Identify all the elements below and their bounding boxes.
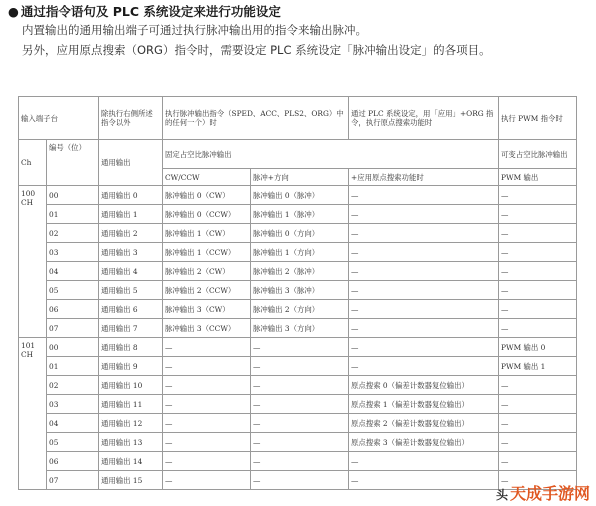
pwm-cell: —: [499, 205, 577, 224]
table-row: [19, 300, 577, 319]
subheader-row-1: [19, 140, 577, 169]
bullet-icon: ●: [8, 4, 19, 19]
subheader-bit: 编号（位）: [47, 140, 99, 186]
origin-search-cell: —: [349, 357, 499, 376]
pwm-cell: PWM 输出 0: [499, 338, 577, 357]
channel-cell: 101 CH: [19, 338, 47, 490]
pulse-direction-cell: 脉冲输出 3（脉冲）: [251, 281, 349, 300]
general-output-cell: 通用输出 2: [99, 224, 163, 243]
table-row: [19, 281, 577, 300]
cw-ccw-cell: 脉冲输出 1（CCW）: [163, 243, 251, 262]
cw-ccw-cell: —: [163, 395, 251, 414]
pwm-cell: —: [499, 186, 577, 205]
table-row: [19, 452, 577, 471]
origin-search-cell: —: [349, 262, 499, 281]
cw-ccw-cell: 脉冲输出 2（CCW）: [163, 281, 251, 300]
general-output-cell: 通用输出 10: [99, 376, 163, 395]
pulse-direction-cell: 脉冲输出 0（脉冲）: [251, 186, 349, 205]
cw-ccw-cell: 脉冲输出 1（CW）: [163, 224, 251, 243]
general-output-cell: 通用输出 7: [99, 319, 163, 338]
origin-search-cell: —: [349, 471, 499, 490]
watermark-text: 天成手游网: [509, 484, 590, 503]
header-origin-search: 通过 PLC 系统设定，用「应用」+ORG 指令，执行原点搜索功能时: [349, 97, 499, 140]
pulse-direction-cell: 脉冲输出 1（脉冲）: [251, 205, 349, 224]
table-row: [19, 338, 577, 357]
bit-cell: 07: [47, 471, 99, 490]
cw-ccw-cell: 脉冲输出 3（CCW）: [163, 319, 251, 338]
pwm-cell: —: [499, 376, 577, 395]
pwm-cell: —: [499, 452, 577, 471]
output-assignment-table: [18, 96, 577, 490]
general-output-cell: 通用输出 12: [99, 414, 163, 433]
subheader-pulse-direction: 脉冲+方向: [251, 169, 349, 186]
pulse-direction-cell: —: [251, 452, 349, 471]
cw-ccw-cell: 脉冲输出 0（CW）: [163, 186, 251, 205]
cw-ccw-cell: —: [163, 452, 251, 471]
cw-ccw-cell: —: [163, 357, 251, 376]
general-output-cell: 通用输出 11: [99, 395, 163, 414]
pwm-cell: —: [499, 281, 577, 300]
general-output-cell: 通用输出 3: [99, 243, 163, 262]
origin-search-cell: —: [349, 205, 499, 224]
origin-search-cell: 原点搜索 3（偏差计数器复位输出）: [349, 433, 499, 452]
bit-cell: 02: [47, 224, 99, 243]
table-row: [19, 205, 577, 224]
origin-search-cell: 原点搜索 2（偏差计数器复位输出）: [349, 414, 499, 433]
pulse-direction-cell: —: [251, 376, 349, 395]
table-row: [19, 357, 577, 376]
pulse-direction-cell: —: [251, 395, 349, 414]
subheader-cw-ccw: CW/CCW: [163, 169, 251, 186]
subheader-ch: Ch: [19, 140, 47, 186]
general-output-cell: 通用输出 8: [99, 338, 163, 357]
bit-cell: 01: [47, 205, 99, 224]
table-row: [19, 186, 577, 205]
pwm-cell: —: [499, 433, 577, 452]
bit-cell: 04: [47, 414, 99, 433]
subheader-general-output: 通用输出: [99, 140, 163, 186]
subheader-variable-duty: 可变占空比脉冲输出: [499, 140, 577, 169]
table-row: [19, 414, 577, 433]
general-output-cell: 通用输出 6: [99, 300, 163, 319]
channel-cell: 100 CH: [19, 186, 47, 338]
pulse-direction-cell: 脉冲输出 2（脉冲）: [251, 262, 349, 281]
cw-ccw-cell: —: [163, 376, 251, 395]
pwm-cell: —: [499, 300, 577, 319]
cw-ccw-cell: 脉冲输出 2（CW）: [163, 262, 251, 281]
pulse-direction-cell: 脉冲输出 3（方向）: [251, 319, 349, 338]
table-row: [19, 243, 577, 262]
general-output-cell: 通用输出 13: [99, 433, 163, 452]
origin-search-paragraph: 另外，应用原点搜索（ORG）指令时，需要设定 PLC 系统设定「脉冲输出设定」的各项目。: [22, 43, 491, 57]
bit-cell: 06: [47, 300, 99, 319]
header-pulse-instructions: 执行脉冲输出指令（SPED、ACC、PLS2、ORG）中的任何一个）时: [163, 97, 349, 140]
pwm-cell: —: [499, 243, 577, 262]
bit-cell: 03: [47, 243, 99, 262]
subheader-origin-function: +应用原点搜索功能时: [349, 169, 499, 186]
origin-search-cell: 原点搜索 1（偏差计数器复位输出）: [349, 395, 499, 414]
bit-cell: 06: [47, 452, 99, 471]
general-output-cell: 通用输出 9: [99, 357, 163, 376]
heading-text: 通过指令语句及 PLC 系统设定来进行功能设定: [20, 4, 281, 19]
table-row: [19, 471, 577, 490]
origin-search-cell: —: [349, 281, 499, 300]
general-output-cell: 通用输出 5: [99, 281, 163, 300]
origin-search-cell: —: [349, 452, 499, 471]
pulse-direction-cell: —: [251, 471, 349, 490]
cw-ccw-cell: 脉冲输出 0（CCW）: [163, 205, 251, 224]
header-pwm: 执行 PWM 指令时: [499, 97, 577, 140]
origin-search-cell: —: [349, 186, 499, 205]
pulse-direction-cell: 脉冲输出 0（方向）: [251, 224, 349, 243]
pulse-direction-cell: —: [251, 433, 349, 452]
cw-ccw-cell: 脉冲输出 3（CW）: [163, 300, 251, 319]
header-terminal: 输入端子台: [19, 97, 99, 140]
cw-ccw-cell: —: [163, 471, 251, 490]
general-output-cell: 通用输出 4: [99, 262, 163, 281]
subheader-fixed-duty: 固定占空比脉冲输出: [163, 140, 499, 169]
watermark-prefix: 头: [495, 488, 508, 502]
general-output-cell: 通用输出 0: [99, 186, 163, 205]
pwm-cell: —: [499, 395, 577, 414]
bit-cell: 05: [47, 433, 99, 452]
bit-cell: 05: [47, 281, 99, 300]
pwm-cell: PWM 输出 1: [499, 357, 577, 376]
table-row: [19, 395, 577, 414]
pwm-cell: —: [499, 414, 577, 433]
header-row: [19, 97, 577, 140]
bit-cell: 07: [47, 319, 99, 338]
bit-cell: 01: [47, 357, 99, 376]
table-row: [19, 433, 577, 452]
general-output-cell: 通用输出 15: [99, 471, 163, 490]
cw-ccw-cell: —: [163, 433, 251, 452]
origin-search-cell: —: [349, 338, 499, 357]
intro-paragraph: 内置输出的通用输出端子可通过执行脉冲输出用的指令来输出脉冲。: [22, 23, 367, 37]
pwm-cell: —: [499, 262, 577, 281]
cw-ccw-cell: —: [163, 338, 251, 357]
subheader-pwm-output: PWM 输出: [499, 169, 577, 186]
section-heading: [8, 4, 281, 20]
table-row: [19, 319, 577, 338]
bit-cell: 02: [47, 376, 99, 395]
pwm-cell: —: [499, 224, 577, 243]
pwm-cell: —: [499, 471, 577, 490]
pulse-direction-cell: —: [251, 357, 349, 376]
table-row: [19, 224, 577, 243]
pulse-direction-cell: —: [251, 414, 349, 433]
pulse-direction-cell: —: [251, 338, 349, 357]
pulse-direction-cell: 脉冲输出 1（方向）: [251, 243, 349, 262]
origin-search-cell: —: [349, 319, 499, 338]
general-output-cell: 通用输出 1: [99, 205, 163, 224]
bit-cell: 00: [47, 186, 99, 205]
origin-search-cell: 原点搜索 0（偏差计数器复位输出）: [349, 376, 499, 395]
site-watermark: [496, 481, 590, 504]
pwm-cell: —: [499, 319, 577, 338]
origin-search-cell: —: [349, 243, 499, 262]
cw-ccw-cell: —: [163, 414, 251, 433]
bit-cell: 03: [47, 395, 99, 414]
origin-search-cell: —: [349, 224, 499, 243]
table-row: [19, 262, 577, 281]
bit-cell: 00: [47, 338, 99, 357]
bit-cell: 04: [47, 262, 99, 281]
origin-search-cell: —: [349, 300, 499, 319]
header-other-instructions: 除执行右侧所述指令以外: [99, 97, 163, 140]
pulse-direction-cell: 脉冲输出 2（方向）: [251, 300, 349, 319]
table-row: [19, 376, 577, 395]
general-output-cell: 通用输出 14: [99, 452, 163, 471]
